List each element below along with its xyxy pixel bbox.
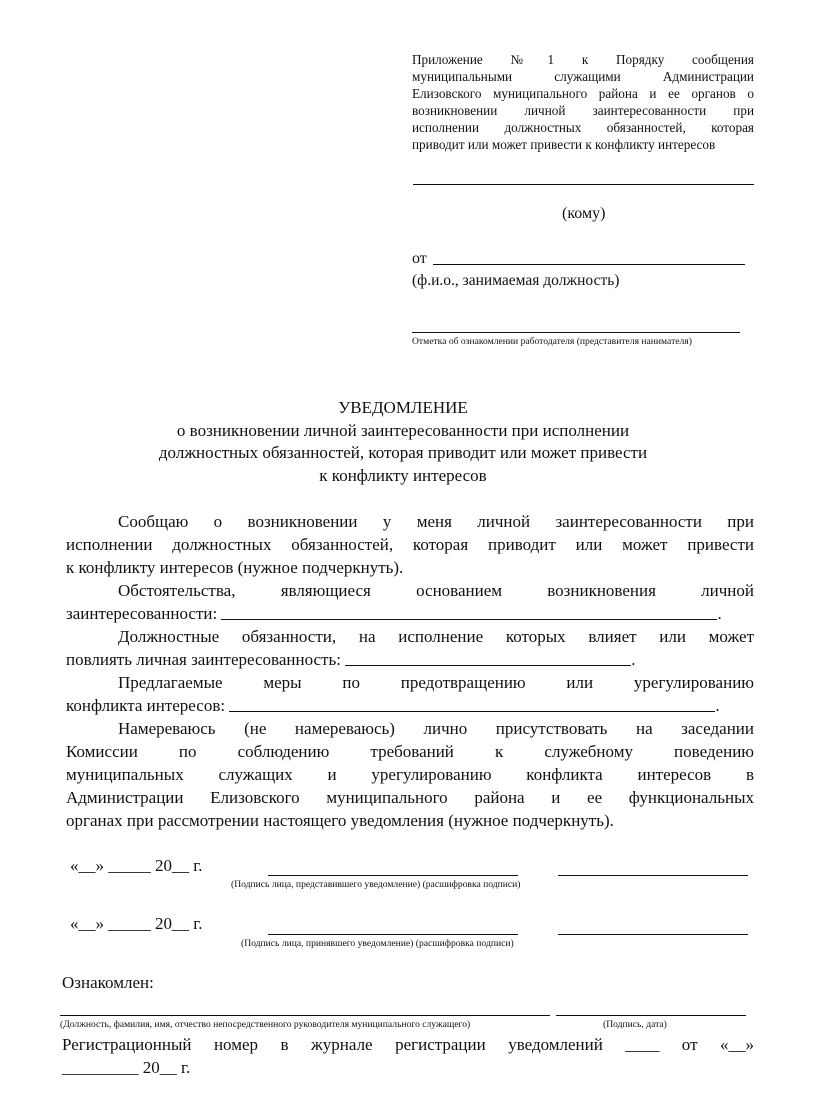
appendix-line: муниципальными служащими Администрации <box>412 69 754 84</box>
paragraph-intent <box>66 717 754 832</box>
appendix-note <box>412 51 754 153</box>
registration-number <box>62 1033 754 1079</box>
supervisor-signature-line[interactable] <box>556 1015 746 1016</box>
title-main: УВЕДОМЛЕНИЕ <box>338 398 468 417</box>
familiarized-label: Ознакомлен: <box>62 973 154 992</box>
recipient-label: (кому) <box>562 205 606 222</box>
circumstances-blank[interactable] <box>221 604 717 620</box>
body-line <box>66 602 754 625</box>
notice-body <box>66 510 754 832</box>
body-line <box>66 648 754 671</box>
supervisor-line[interactable] <box>60 1015 550 1016</box>
document-title <box>0 397 806 487</box>
period: . <box>715 696 720 715</box>
body-line: исполнении должностных обязанностей, которая приводит или может привести <box>66 535 754 554</box>
appendix-line: приводит или может привести к конфликту интересов <box>412 137 716 152</box>
appendix-line: Приложение №1 к Порядку сообщения <box>412 52 754 67</box>
fio-label: (ф.и.о., занимаемая должность) <box>412 272 620 289</box>
recipient-line <box>413 184 754 185</box>
signature-line-submitter[interactable] <box>268 875 518 876</box>
body-line: Обстоятельства, являющиеся основанием возникновения личной <box>118 581 754 600</box>
from-line <box>433 250 745 265</box>
period: . <box>717 604 722 623</box>
registration-line: _________ 20__ г. <box>62 1058 191 1077</box>
body-line: Намереваюсь (не намереваюсь) лично присутствовать на заседании <box>118 719 754 738</box>
circumstances-label: заинтересованности: <box>66 604 218 623</box>
duties-label: повлиять личная заинтересованность: <box>66 650 341 669</box>
paragraph-duties <box>66 625 754 671</box>
body-line: Сообщаю о возникновении у меня личной заинтересованности при <box>118 512 754 531</box>
period: . <box>631 650 636 669</box>
body-line: Комиссии по соблюдению требований к служебному поведению <box>66 742 754 761</box>
body-line: муниципальных служащих и урегулированию конфликта интересов в <box>66 765 754 784</box>
body-line <box>66 694 754 717</box>
supervisor-signature-caption: (Подпись, дата) <box>603 1019 667 1030</box>
signature-date-1[interactable]: «__» _____ 20__ г. <box>70 856 203 875</box>
body-line: органах при рассмотрении настоящего уведомления (нужное подчеркнуть). <box>66 811 614 830</box>
signature-date-2[interactable]: «__» _____ 20__ г. <box>70 914 203 933</box>
signature-decoding-line-receiver[interactable] <box>558 934 748 935</box>
signature-decoding-line-submitter[interactable] <box>558 875 748 876</box>
measures-label: конфликта интересов: <box>66 696 226 715</box>
appendix-line: исполнении должностных обязанностей, которая <box>412 120 754 135</box>
employer-mark-line <box>412 332 740 333</box>
signature-caption-submitter: (Подпись лица, представившего уведомление) (расшифровка подписи) <box>231 879 521 890</box>
title-subtitle-line: к конфликту интересов <box>319 465 487 485</box>
measures-blank[interactable] <box>229 696 715 712</box>
registration-line: Регистрационный номер в журнале регистрации уведомлений ____ от «__» <box>62 1035 754 1054</box>
body-line: Администрации Елизовского муниципального района и ее функциональных <box>66 788 754 807</box>
body-line: Предлагаемые меры по предотвращению или урегулированию <box>118 673 754 692</box>
title-subtitle-line: должностных обязанностей, которая приводит или может привести <box>158 443 648 462</box>
from-row <box>412 250 745 268</box>
body-line: к конфликту интересов (нужное подчеркнуть). <box>66 558 404 577</box>
appendix-line: Елизовского муниципального района и ее органов о <box>412 86 754 101</box>
supervisor-caption: (Должность, фамилия, имя, отчество непосредственного руководителя муниципального служащего) <box>60 1019 471 1030</box>
paragraph-measures <box>66 671 754 717</box>
paragraph-circumstances <box>66 579 754 625</box>
title-subtitle-line: о возникновении личной заинтересованности при исполнении <box>176 420 630 440</box>
duties-blank[interactable] <box>345 650 631 666</box>
employer-mark-caption: Отметка об ознакомлении работодателя (представителя нанимателя) <box>412 336 692 347</box>
signature-line-receiver[interactable] <box>268 934 518 935</box>
paragraph-report <box>66 510 754 579</box>
from-label: от <box>412 250 427 267</box>
signature-caption-receiver: (Подпись лица, принявшего уведомление) (расшифровка подписи) <box>241 938 514 949</box>
appendix-line: возникновении личной заинтересованности при <box>412 103 754 118</box>
body-line: Должностные обязанности, на исполнение которых влияет или может <box>118 627 754 646</box>
